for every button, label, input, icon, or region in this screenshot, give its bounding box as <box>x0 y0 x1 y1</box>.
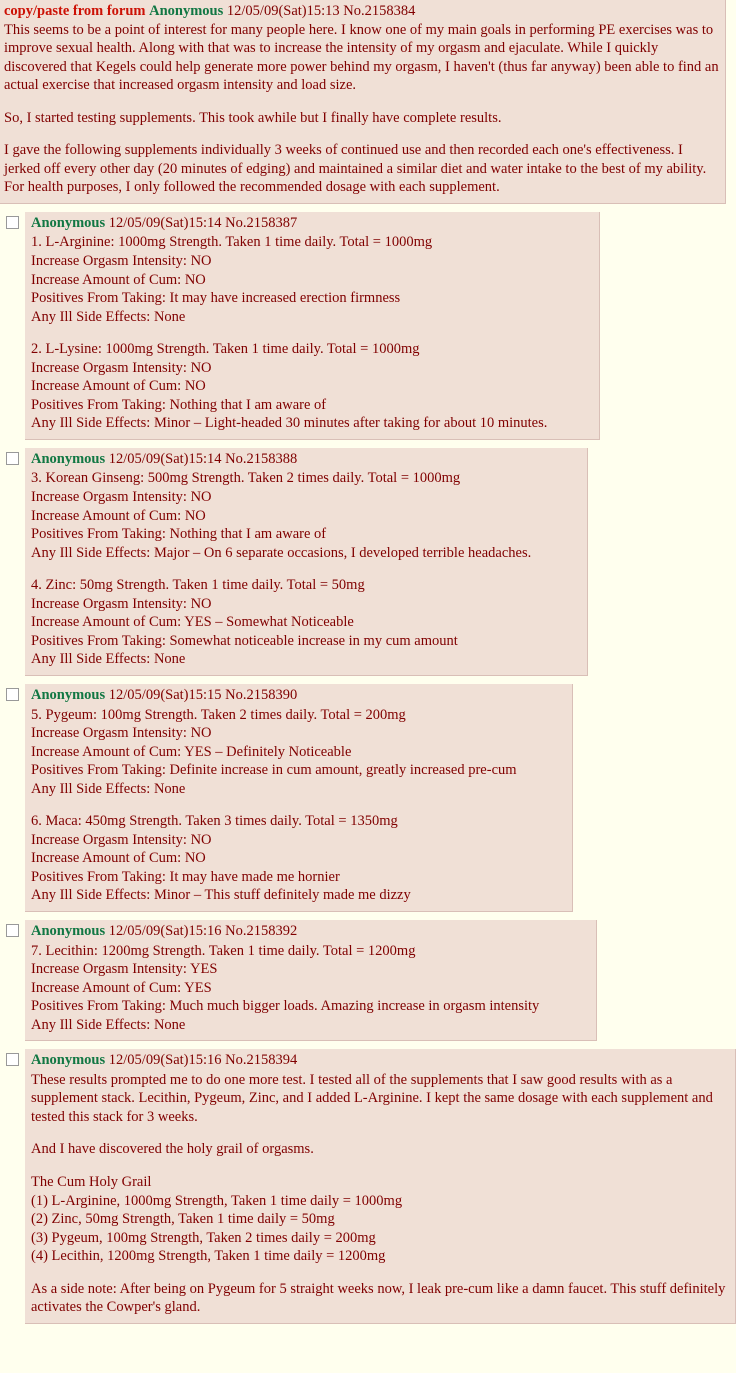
reply-author-name: Anonymous <box>31 686 106 703</box>
post-select-checkbox[interactable] <box>6 1053 19 1066</box>
reply-author-name: Anonymous <box>31 1052 106 1069</box>
reply-line: 2. L-Lysine: 1000mg Strength. Taken 1 time daily. Total = 1000mg <box>31 341 420 358</box>
reply-line: Increase Amount of Cum: YES – Somewhat Noticeable <box>31 614 354 631</box>
reply-line: Positives From Taking: Nothing that I am aware of <box>31 396 327 413</box>
reply-line: 3. Korean Ginseng: 500mg Strength. Taken 2 times daily. Total = 1000mg <box>31 470 461 487</box>
reply-line: Positives From Taking: It may have made me hornier <box>31 868 340 885</box>
reply-line: Any Ill Side Effects: None <box>31 651 186 668</box>
reply-post-header <box>31 922 588 941</box>
reply-line: 6. Maca: 450mg Strength. Taken 3 times daily. Total = 1350mg <box>31 813 398 830</box>
reply-post <box>25 448 588 676</box>
reply-line: And I have discovered the holy grail of orgasms. <box>31 1141 314 1158</box>
reply-post <box>25 1049 736 1324</box>
reply-line: Increase Amount of Cum: YES – Definitely Noticeable <box>31 743 352 760</box>
spacer <box>31 562 579 576</box>
reply-line: Increase Amount of Cum: NO <box>31 850 206 867</box>
reply-author-name: Anonymous <box>31 214 106 231</box>
reply-author-name: Anonymous <box>31 450 106 467</box>
reply-line: Any Ill Side Effects: None <box>31 308 186 325</box>
reply-body <box>31 233 591 432</box>
reply-line: Increase Orgasm Intensity: NO <box>31 725 212 742</box>
reply-container <box>0 684 736 912</box>
reply-line: Increase Amount of Cum: NO <box>31 507 206 524</box>
reply-post-header <box>31 686 564 705</box>
post-select-checkbox[interactable] <box>6 688 19 701</box>
spacer <box>31 798 564 812</box>
reply-line: Any Ill Side Effects: None <box>31 780 186 797</box>
reply-timestamp-and-id: 12/05/09(Sat)15:14 No.2158388 <box>108 450 298 467</box>
spacer <box>4 127 719 141</box>
reply-post <box>25 920 597 1041</box>
reply-line: Increase Orgasm Intensity: NO <box>31 253 212 270</box>
reply-line: Increase Amount of Cum: YES <box>31 979 212 996</box>
op-author-name: Anonymous <box>149 3 224 19</box>
reply-timestamp-and-id: 12/05/09(Sat)15:16 No.2158394 <box>108 1052 298 1069</box>
reply-line: Positives From Taking: Definite increase in cum amount, greatly increased pre-cum <box>31 762 517 779</box>
reply-post-header <box>31 1051 727 1070</box>
reply-line: These results prompted me to do one more test. I tested all of the supplements that I saw good results with as a supplement stack. Lecithin, Pygeum, Zinc, and I added L-Arginine. I kept the same dosage with each supplement and tested this stack for 3 weeks. <box>31 1071 717 1125</box>
reply-line: Positives From Taking: Somewhat noticeable increase in my cum amount <box>31 632 458 649</box>
op-body <box>4 21 723 197</box>
spacer <box>31 1126 727 1140</box>
spacer <box>31 1159 727 1173</box>
reply-line: Any Ill Side Effects: Minor – This stuff definitely made me dizzy <box>31 887 411 904</box>
reply-line: 4. Zinc: 50mg Strength. Taken 1 time daily. Total = 50mg <box>31 577 365 594</box>
op-timestamp-and-id: 12/05/09(Sat)15:13 No.2158384 <box>226 3 416 19</box>
reply-timestamp-and-id: 12/05/09(Sat)15:15 No.2158390 <box>108 686 298 703</box>
reply-line: Increase Orgasm Intensity: NO <box>31 489 212 506</box>
reply-line: 5. Pygeum: 100mg Strength. Taken 2 times daily. Total = 200mg <box>31 706 406 723</box>
spacer <box>31 1266 727 1280</box>
reply-line: Positives From Taking: Nothing that I am aware of <box>31 526 327 543</box>
reply-container <box>0 212 736 440</box>
reply-line: (4) Lecithin, 1200mg Strength, Taken 1 time daily = 1200mg <box>31 1248 386 1265</box>
reply-body <box>31 942 588 1035</box>
reply-line: Positives From Taking: It may have increased erection firmness <box>31 290 401 307</box>
post-select-checkbox[interactable] <box>6 216 19 229</box>
reply-post <box>25 684 573 912</box>
reply-line: Any Ill Side Effects: Major – On 6 separate occasions, I developed terrible headaches. <box>31 544 532 561</box>
op-paragraph: This seems to be a point of interest for many people here. I know one of my main goals in performing PE exercises was to improve sexual health. Along with that was to increase the intensity of my orgasm and ejaculate. While I quickly discovered that Kegels could help generate more power behind my orgasm, I haven't (thus far anyway) been able to find an actual exercise that increased orgasm intensity and load size. <box>4 21 723 94</box>
reply-line: (1) L-Arginine, 1000mg Strength, Taken 1 time daily = 1000mg <box>31 1192 403 1209</box>
reply-post-header <box>31 450 579 469</box>
reply-line: 7. Lecithin: 1200mg Strength. Taken 1 time daily. Total = 1200mg <box>31 942 416 959</box>
reply-container <box>0 448 736 676</box>
reply-line: As a side note: After being on Pygeum for 5 straight weeks now, I leak pre-cum like a damn faucet. This stuff definitely activates the Cowper's gland. <box>31 1280 729 1316</box>
reply-line: Any Ill Side Effects: Minor – Light-headed 30 minutes after taking for about 10 minutes. <box>31 415 548 432</box>
post-select-checkbox[interactable] <box>6 924 19 937</box>
op-subject: copy/paste from forum <box>4 3 146 19</box>
reply-body <box>31 1071 727 1317</box>
reply-container <box>0 1049 736 1324</box>
reply-line: 1. L-Arginine: 1000mg Strength. Taken 1 time daily. Total = 1000mg <box>31 234 433 251</box>
op-paragraph: So, I started testing supplements. This took awhile but I finally have complete results. <box>4 109 502 126</box>
reply-line: (2) Zinc, 50mg Strength, Taken 1 time daily = 50mg <box>31 1211 335 1228</box>
reply-timestamp-and-id: 12/05/09(Sat)15:14 No.2158387 <box>108 214 298 231</box>
reply-author-name: Anonymous <box>31 922 106 939</box>
op-paragraph: I gave the following supplements individually 3 weeks of continued use and then recorded each one's effectiveness. I jerked off every other day (20 minutes of edging) and maintained a similar diet and water intake to the best of my ability. For health purposes, I only followed the recommended dosage with each supplement. <box>4 142 710 196</box>
reply-timestamp-and-id: 12/05/09(Sat)15:16 No.2158392 <box>108 922 298 939</box>
reply-line: The Cum Holy Grail <box>31 1173 152 1190</box>
reply-container <box>0 920 736 1041</box>
reply-line: Increase Orgasm Intensity: NO <box>31 831 212 848</box>
reply-line: Increase Amount of Cum: NO <box>31 378 206 395</box>
reply-line: Positives From Taking: Much much bigger loads. Amazing increase in orgasm intensity <box>31 998 540 1015</box>
reply-line: (3) Pygeum, 100mg Strength, Taken 2 times daily = 200mg <box>31 1229 376 1246</box>
spacer <box>4 95 719 109</box>
op-post-header <box>4 2 719 21</box>
reply-line: Increase Amount of Cum: NO <box>31 271 206 288</box>
spacer <box>31 326 591 340</box>
reply-line: Any Ill Side Effects: None <box>31 1016 186 1033</box>
reply-post-header <box>31 214 591 233</box>
post-select-checkbox[interactable] <box>6 452 19 465</box>
reply-body <box>31 469 579 668</box>
reply-body <box>31 706 564 905</box>
reply-line: Increase Orgasm Intensity: NO <box>31 595 212 612</box>
op-post <box>0 0 726 204</box>
reply-line: Increase Orgasm Intensity: NO <box>31 359 212 376</box>
reply-line: Increase Orgasm Intensity: YES <box>31 961 218 978</box>
reply-post <box>25 212 600 440</box>
